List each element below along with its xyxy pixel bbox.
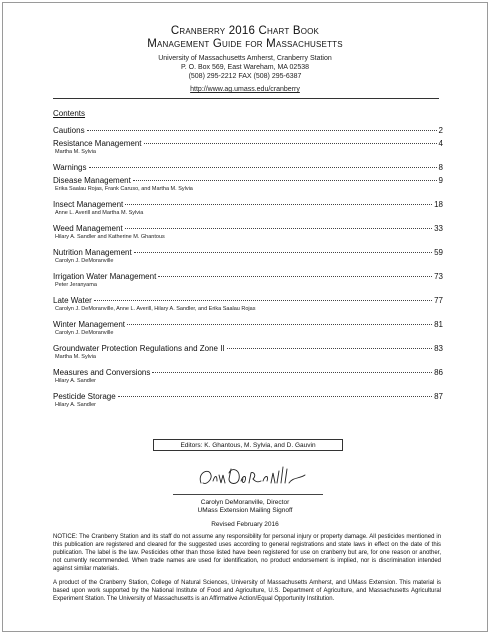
toc-leader-dots xyxy=(89,167,437,168)
toc-entry[interactable] xyxy=(53,272,443,296)
header xyxy=(3,25,487,81)
toc-leader-dots xyxy=(87,130,437,131)
toc-entry[interactable] xyxy=(53,176,443,200)
director-name: Carolyn DeMoranville, Director xyxy=(200,499,290,506)
signature-line xyxy=(173,494,323,495)
toc-leader-dots xyxy=(94,300,432,301)
toc-entry-page: 8 xyxy=(438,163,443,172)
toc-entry-line xyxy=(53,392,443,402)
toc-entry-authors: Carolyn J. DeMoranville xyxy=(55,330,114,336)
toc-entry-line xyxy=(53,344,443,354)
toc-leader-dots xyxy=(133,180,437,181)
toc-leader-dots xyxy=(158,276,432,277)
toc-entry-authors: Carolyn J. DeMoranville xyxy=(55,258,114,264)
toc-entry-page: 81 xyxy=(434,320,443,329)
toc-leader-dots xyxy=(125,204,432,205)
signoff-block xyxy=(3,499,487,515)
toc-leader-dots xyxy=(227,348,432,349)
toc-entry-line xyxy=(53,272,443,282)
toc-entry-authors: Hilary A. Sandler and Katherine M. Ghantous xyxy=(55,234,165,240)
toc-entry-title: Cautions xyxy=(53,126,85,135)
toc-entry-page: 87 xyxy=(434,392,443,401)
toc-entry[interactable] xyxy=(53,392,443,416)
toc-entry-authors: Carolyn J. DeMoranville, Anne L. Averill, Hilary A. Sandler, and Erika Saalau Rojas xyxy=(55,306,256,312)
website-link[interactable]: http://www.ag.umass.edu/cranberry xyxy=(190,86,300,93)
toc-leader-dots xyxy=(134,252,432,253)
toc-entry-authors: Martha M. Sylvia xyxy=(55,354,96,360)
toc-entry-line xyxy=(53,139,443,149)
toc-entry[interactable] xyxy=(53,126,443,139)
title-line-1: Cranberry 2016 Chart Book xyxy=(170,25,320,37)
toc-entry[interactable] xyxy=(53,163,443,176)
toc-entry-title: Late Water xyxy=(53,296,92,305)
signoff-role: UMass Extension Mailing Signoff xyxy=(197,507,293,514)
toc-entry[interactable] xyxy=(53,344,443,368)
toc-entry-page: 33 xyxy=(434,224,443,233)
toc-entry-authors: Erika Saalau Rojas, Frank Caruso, and Martha M. Sylvia xyxy=(55,186,193,192)
toc-entry-title: Disease Management xyxy=(53,176,131,185)
toc-entry-title: Groundwater Protection Regulations and Zone II xyxy=(53,344,225,353)
toc-entry-line xyxy=(53,368,443,378)
toc-entry-title: Measures and Conversions xyxy=(53,368,151,377)
toc-entry-page: 4 xyxy=(438,139,443,148)
toc-entry-title: Resistance Management xyxy=(53,139,142,148)
title-line-2: Management Guide for Massachusetts xyxy=(147,38,343,50)
toc-entry[interactable] xyxy=(53,296,443,320)
table-of-contents xyxy=(53,126,443,416)
toc-entry-authors: Martha M. Sylvia xyxy=(55,149,96,155)
signature-image xyxy=(195,461,315,493)
toc-entry-title: Nutrition Management xyxy=(53,248,132,257)
toc-entry[interactable] xyxy=(53,200,443,224)
address-line-1: University of Massachusetts Amherst, Cranberry Station xyxy=(158,55,332,62)
editors-box: Editors: K. Ghantous, M. Sylvia, and D. Gauvin xyxy=(153,439,343,451)
toc-entry-title: Weed Management xyxy=(53,224,123,233)
toc-entry-line xyxy=(53,200,443,210)
toc-entry[interactable] xyxy=(53,368,443,392)
toc-entry-page: 9 xyxy=(438,176,443,185)
toc-entry[interactable] xyxy=(53,248,443,272)
toc-entry-page: 86 xyxy=(434,368,443,377)
toc-entry-line xyxy=(53,320,443,330)
toc-entry[interactable] xyxy=(53,320,443,344)
toc-entry-authors: Hilary A. Sandler xyxy=(55,378,96,384)
toc-entry[interactable] xyxy=(53,139,443,163)
toc-entry-authors: Peter Jeranyama xyxy=(55,282,97,288)
toc-entry-authors: Anne L. Averill and Martha M. Sylvia xyxy=(55,210,144,216)
toc-entry-line xyxy=(53,126,443,136)
toc-entry-page: 73 xyxy=(434,272,443,281)
toc-entry-page: 59 xyxy=(434,248,443,257)
toc-entry-line xyxy=(53,176,443,186)
toc-entry-page: 2 xyxy=(438,126,443,135)
toc-entry-line xyxy=(53,224,443,234)
toc-entry-line xyxy=(53,248,443,258)
phone-fax-line: (508) 295-2212 FAX (508) 295-6387 xyxy=(188,73,302,80)
toc-leader-dots xyxy=(127,324,432,325)
toc-entry-title: Pesticide Storage xyxy=(53,392,116,401)
revised-date: Revised February 2016 xyxy=(211,521,279,528)
toc-heading: Contents xyxy=(53,109,86,118)
document-page xyxy=(2,2,488,632)
toc-entry-page: 77 xyxy=(434,296,443,305)
toc-entry-title: Warnings xyxy=(53,163,87,172)
toc-entry-page: 83 xyxy=(434,344,443,353)
toc-leader-dots xyxy=(152,372,432,373)
notice-paragraph: NOTICE: The Cranberry Station and its staff do not assume any responsibility for personal injury or property damage. All pesticides mentioned in this publication are registered and cleared for the suggested uses according to general registrations and state laws in effect on the date of this publication. The label is the law. Pesticides other than those listed have been registered for use on cranberry but are, for one reason or another, not currently recommended. When trade names are used for identification, no product endorsement is implied, nor is discrimination intended against similar materials. xyxy=(53,534,441,572)
address-line-2: P. O. Box 569, East Wareham, MA 02538 xyxy=(180,64,309,71)
toc-entry-authors: Hilary A. Sandler xyxy=(55,402,96,408)
toc-entry-title: Irrigation Water Management xyxy=(53,272,157,281)
toc-entry-line xyxy=(53,296,443,306)
toc-entry-page: 18 xyxy=(434,200,443,209)
credit-paragraph: A product of the Cranberry Station, College of Natural Sciences, University of Massachusetts Amherst, and UMass Extension. This material is based upon work supported by the National Institute of Food and Agriculture, U.S. Department of Agriculture, and Massachusetts Agricultural Experiment Station. The University of Massachusetts is an Affirmative Action/Equal Opportunity Institution. xyxy=(53,580,441,602)
toc-entry-title: Winter Management xyxy=(53,320,126,329)
toc-entry-line xyxy=(53,163,443,173)
toc-entry-title: Insect Management xyxy=(53,200,124,209)
toc-leader-dots xyxy=(125,228,432,229)
toc-leader-dots xyxy=(144,143,437,144)
header-divider xyxy=(53,98,439,99)
toc-leader-dots xyxy=(118,396,432,397)
toc-entry[interactable] xyxy=(53,224,443,248)
